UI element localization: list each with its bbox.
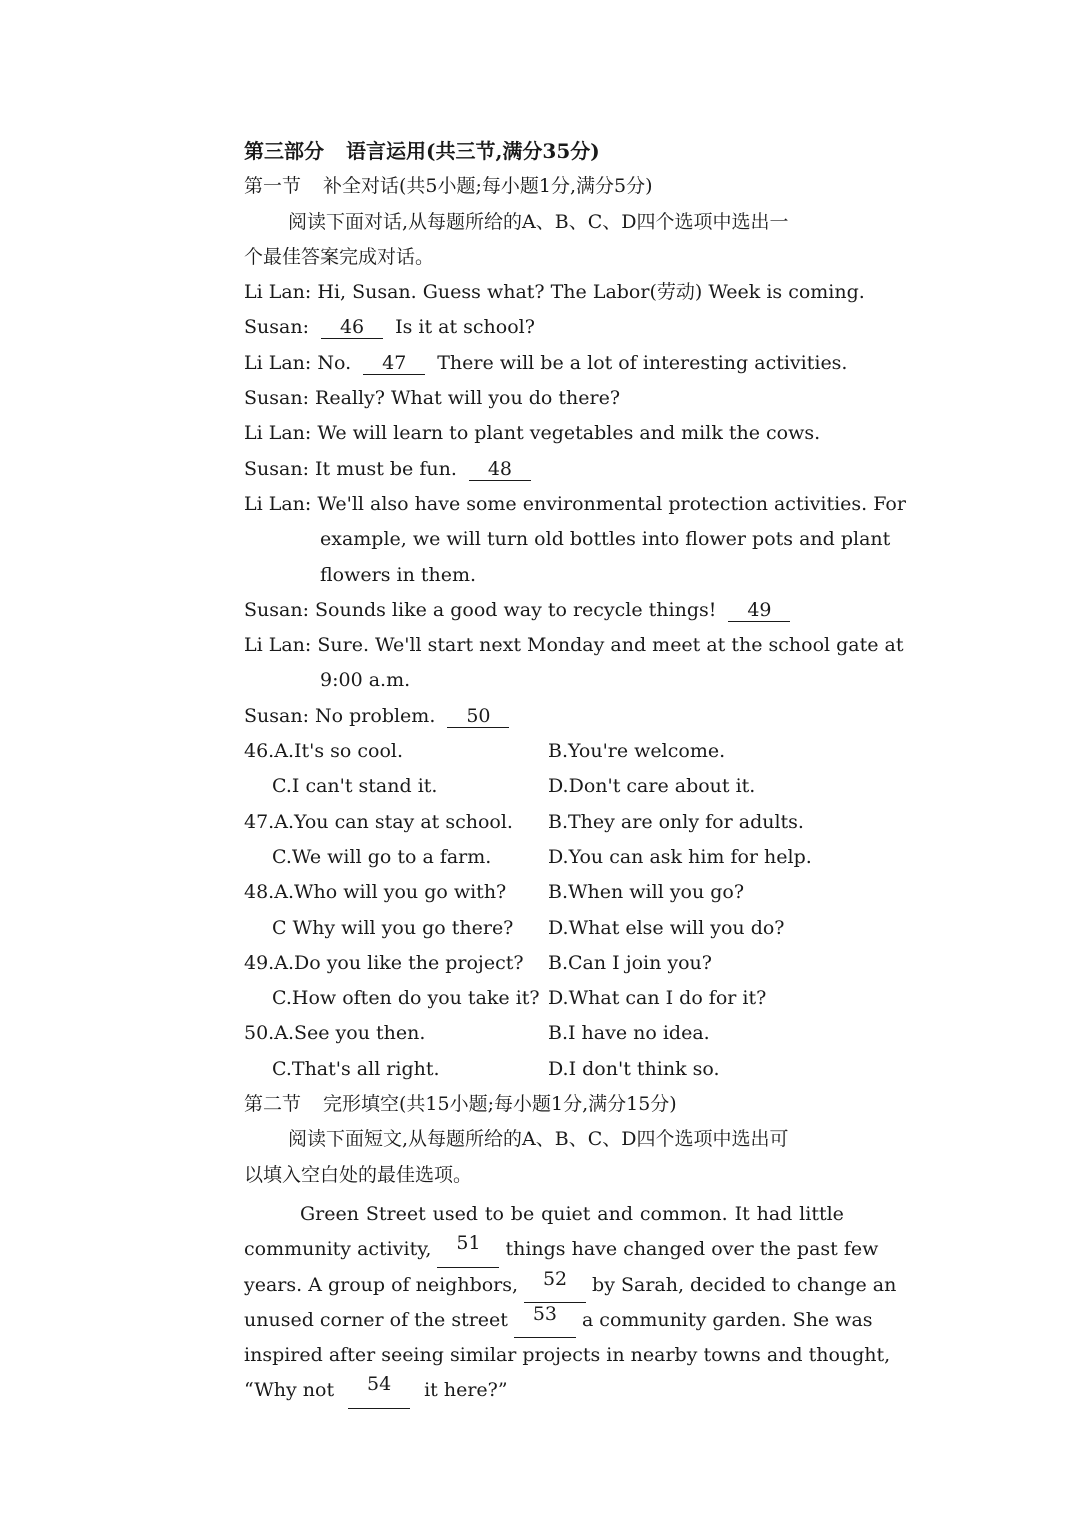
section2-title: 完形填空(共15小题;每小题1分,满分15分) (323, 1093, 677, 1116)
dialogue-text: We'll also have some environmental protection activities. For (317, 492, 906, 515)
dialogue-text: We will learn to plant vegetables and milk the cows. (317, 422, 821, 445)
passage-text: years. A group of neighbors, (244, 1273, 519, 1296)
word: Green (300, 1202, 359, 1225)
speaker: Susan: (244, 316, 309, 339)
answer-blank[interactable]: 51 (437, 1232, 499, 1267)
option-d[interactable]: D.You can ask him for help. (548, 845, 812, 868)
option-row (244, 1016, 844, 1051)
option-a[interactable]: 46.A.It's so cool. (244, 740, 403, 763)
word: quiet (541, 1202, 591, 1225)
word: It (734, 1202, 750, 1225)
option-row (244, 875, 844, 910)
passage-line (244, 1267, 897, 1303)
dialogue-continuation: example, we will turn old bottles into flower pots and plant (320, 528, 891, 551)
passage-text: “Why not (244, 1379, 335, 1402)
option-row (244, 734, 844, 769)
dialogue-line (244, 628, 904, 663)
option-row (244, 769, 844, 804)
section1-heading (244, 169, 844, 204)
dialogue-line (244, 275, 865, 310)
dialogue-continuation: 9:00 a.m. (320, 669, 411, 692)
speaker: Susan: (244, 387, 309, 410)
dialogue-line (244, 381, 844, 416)
word: common. (639, 1202, 728, 1225)
option-row (244, 911, 844, 946)
word: used (432, 1202, 478, 1225)
section1-number: 第一节 (244, 175, 302, 198)
exam-page (244, 134, 906, 1409)
option-row (244, 1052, 844, 1087)
dialogue-continuation: flowers in them. (320, 563, 477, 586)
dialogue-line (244, 593, 844, 628)
word: be (510, 1202, 535, 1225)
dialogue-text: No problem. (315, 704, 436, 727)
option-row (244, 805, 844, 840)
option-d[interactable]: D.Don't care about it. (548, 775, 756, 798)
dialogue-line (244, 452, 844, 487)
option-c[interactable]: C.How often do you take it? (272, 987, 540, 1010)
dialogue-text: Really? What will you do there? (315, 387, 621, 410)
answer-blank[interactable]: 53 (514, 1303, 576, 1338)
speaker: Li Lan: (244, 634, 312, 657)
dialogue-text: It must be fun. (315, 457, 457, 480)
answer-blank[interactable]: 54 (348, 1373, 410, 1408)
option-c[interactable]: C.That's all right. (272, 1057, 440, 1080)
word: to (484, 1202, 504, 1225)
passage-line (244, 1338, 891, 1373)
word: little (799, 1202, 844, 1225)
option-row (244, 981, 844, 1016)
answer-blank[interactable]: 46 (321, 316, 383, 339)
answer-blank[interactable]: 50 (447, 705, 509, 728)
cloze-passage (244, 1197, 897, 1409)
option-c[interactable]: C.I can't stand it. (272, 775, 438, 798)
dialogue-text: No. (317, 351, 352, 374)
passage-line (244, 1197, 844, 1232)
option-c[interactable]: C Why will you go there? (272, 916, 514, 939)
passage-line (244, 1232, 879, 1267)
dialogue-text: Is it at school? (395, 316, 535, 339)
speaker: Susan: (244, 704, 309, 727)
passage-line (244, 1302, 873, 1338)
passage-text: it here?” (424, 1379, 508, 1402)
speaker: Susan: (244, 598, 309, 621)
passage-text: unused corner of the street (244, 1308, 508, 1331)
passage-text: by Sarah, decided to change an (592, 1273, 897, 1296)
dialogue-text: Hi, Susan. Guess what? The Labor(劳动) Week is coming. (317, 281, 865, 304)
section1-title: 补全对话(共5小题;每小题1分,满分5分) (323, 175, 653, 198)
option-row (244, 946, 844, 981)
dialogue-line (244, 346, 848, 381)
dialogue-text: Sounds like a good way to recycle things! (315, 598, 717, 621)
word: Street (365, 1202, 426, 1225)
speaker: Li Lan: (244, 492, 312, 515)
option-b[interactable]: B.You're welcome. (548, 740, 726, 763)
option-b[interactable]: B.When will you go? (548, 881, 745, 904)
speaker: Li Lan: (244, 422, 312, 445)
dialogue-text: There will be a lot of interesting activities. (437, 351, 848, 374)
dialogue-line (244, 310, 844, 345)
option-a[interactable]: 50.A.See you then. (244, 1022, 426, 1045)
option-d[interactable]: D.I don't think so. (548, 1057, 720, 1080)
passage-text: things have changed over the past few (505, 1238, 879, 1261)
speaker: Li Lan: (244, 281, 312, 304)
option-d[interactable]: D.What can I do for it? (548, 987, 767, 1010)
answer-blank[interactable]: 48 (469, 458, 531, 481)
passage-text: a community garden. She was (581, 1308, 873, 1331)
option-b[interactable]: B.I have no idea. (548, 1022, 710, 1045)
part-heading (244, 134, 844, 169)
dialogue-line (244, 699, 844, 734)
speaker: Li Lan: (244, 351, 312, 374)
section2-instruction-cont: 以填入空白处的最佳选项。 (244, 1163, 473, 1186)
option-row (244, 840, 844, 875)
dialogue-line (244, 487, 906, 522)
part-title: 语言运用(共三节,满分35分) (346, 139, 600, 163)
section2-instruction: 阅读下面短文,从每题所给的A、B、C、D四个选项中选出可 (288, 1128, 789, 1151)
option-b[interactable]: B.They are only for adults. (548, 810, 804, 833)
passage-text: community activity, (244, 1238, 432, 1261)
answer-blank[interactable]: 49 (728, 599, 790, 622)
passage-line (244, 1373, 844, 1408)
word: and (597, 1202, 634, 1225)
dialogue-text: Sure. We'll start next Monday and meet at the school gate at (317, 634, 904, 657)
speaker: Susan: (244, 457, 309, 480)
dialogue-line (244, 416, 844, 451)
section2-number: 第二节 (244, 1093, 302, 1116)
option-a[interactable]: 47.A.You can stay at school. (244, 810, 513, 833)
section1-instruction-cont: 个最佳答案完成对话。 (244, 245, 435, 268)
section1-instruction: 阅读下面对话,从每题所给的A、B、C、D四个选项中选出一 (288, 210, 789, 233)
answer-blank[interactable]: 52 (524, 1268, 586, 1303)
part-number: 第三部分 (244, 139, 324, 163)
section2-heading (244, 1087, 844, 1122)
option-c[interactable]: C.We will go to a farm. (272, 845, 492, 868)
option-b[interactable]: B.Can I join you? (548, 951, 712, 974)
option-a[interactable]: 49.A.Do you like the project? (244, 951, 524, 974)
option-d[interactable]: D.What else will you do? (548, 916, 785, 939)
option-a[interactable]: 48.A.Who will you go with? (244, 881, 507, 904)
word: had (756, 1202, 793, 1225)
answer-blank[interactable]: 47 (363, 352, 425, 375)
passage-text: inspired after seeing similar projects in nearby towns and thought, (244, 1344, 891, 1367)
